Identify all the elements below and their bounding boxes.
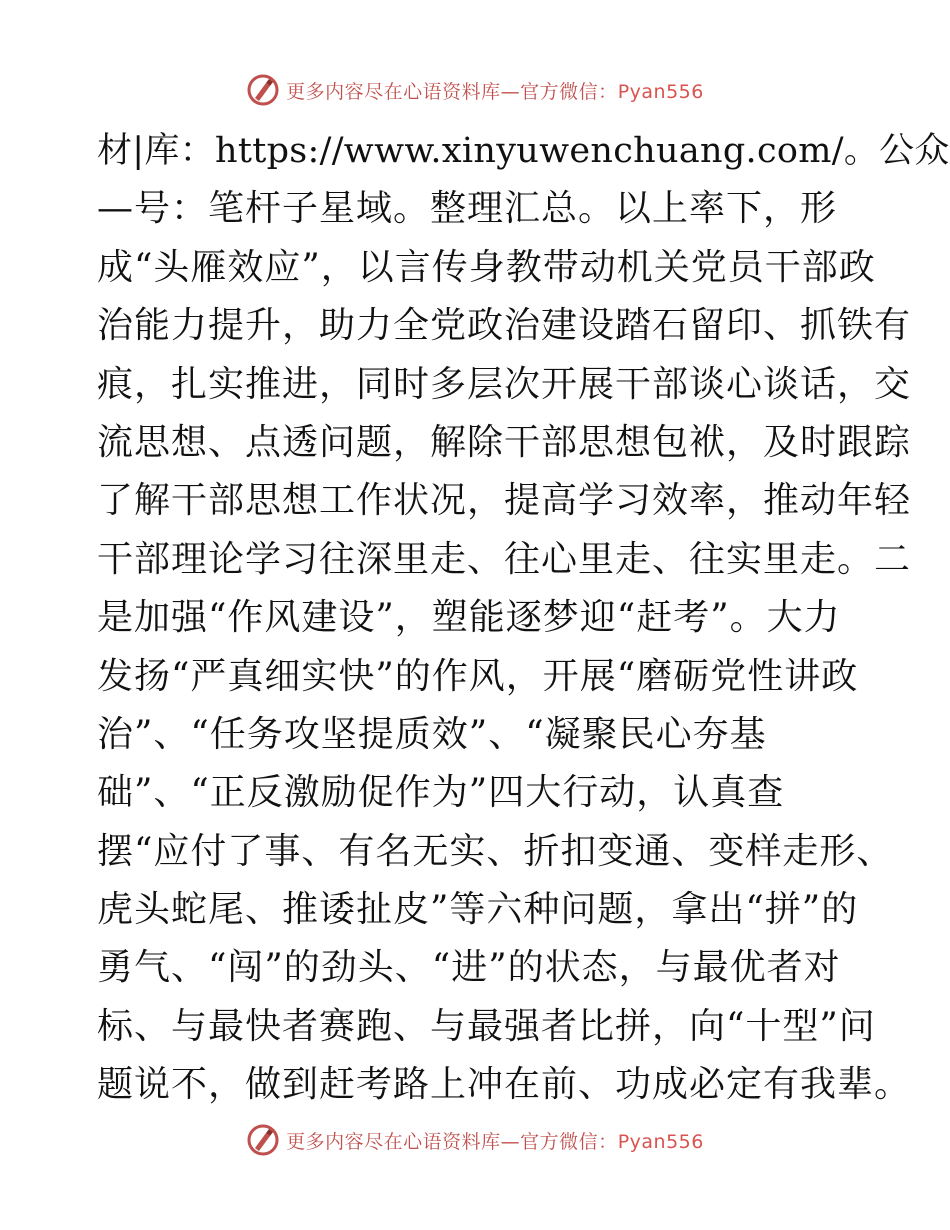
footer-banner [0, 1120, 950, 1160]
text-line: 虎头蛇尾、推诿扯皮”等六种问题，拿出“拼”的 [97, 889, 859, 931]
banner-text [286, 77, 704, 104]
banner-wechat-id: Pyan556 [617, 1130, 704, 1153]
banner-main-text: 更多内容尽在心语资料库 [286, 1130, 501, 1153]
text-line: 勇气、“闯”的劲头、“进”的状态，与最优者对 [97, 947, 841, 989]
pen-circle-logo-icon [246, 73, 280, 107]
text-line: 材|库：https://www.xinyuwenchuang.com/。公众 [97, 131, 950, 171]
pen-circle-logo-icon [246, 1123, 280, 1157]
text-line: 础”、“正反激励促作为”四大行动，认真查 [97, 772, 785, 814]
text-line: 成“头雁效应”，以言传身教带动机关党员干部政 [97, 246, 876, 288]
document-body [97, 122, 950, 1115]
text-line: 摆“应付了事、有名无实、折扣变通、变样走形、 [97, 830, 894, 872]
text-line: 了解干部思想工作状况，提高学习效率，推动年轻 [97, 480, 912, 522]
text-line: 题说不，做到赶考路上冲在前、功成必定有我辈。 [97, 1064, 912, 1106]
text-line: 痕，扎实推进，同时多层次开展干部谈心谈话，交 [97, 363, 912, 405]
banner-main-text: 更多内容尽在心语资料库 [286, 80, 501, 103]
text-line: —号：笔杆子星域。整理汇总。以上率下，形 [97, 188, 838, 230]
header-banner [0, 70, 950, 110]
banner-wechat-id: Pyan556 [617, 80, 704, 103]
text-line: 流思想、点透问题，解除干部思想包袱，及时跟踪 [97, 421, 912, 463]
text-line: 治能力提升，助力全党政治建设踏石留印、抓铁有 [97, 305, 912, 347]
text-line: 治”、“任务攻坚提质效”、“凝聚民心夯基 [97, 713, 767, 755]
text-line: 干部理论学习往深里走、往心里走、往实里走。二 [97, 538, 912, 580]
text-line: 标、与最快者赛跑、与最强者比拼，向“十型”问 [97, 1005, 876, 1047]
text-line: 发扬“严真细实快”的作风，开展“磨砺党性讲政 [97, 655, 859, 697]
banner-text [286, 1127, 704, 1154]
banner-separator: — [500, 80, 521, 103]
banner-label: 官方微信： [520, 80, 618, 103]
banner-separator: — [500, 1130, 521, 1153]
banner-label: 官方微信： [520, 1130, 618, 1153]
text-line: 是加强“作风建设”，塑能逐梦迎“赶考”。大力 [97, 597, 841, 639]
